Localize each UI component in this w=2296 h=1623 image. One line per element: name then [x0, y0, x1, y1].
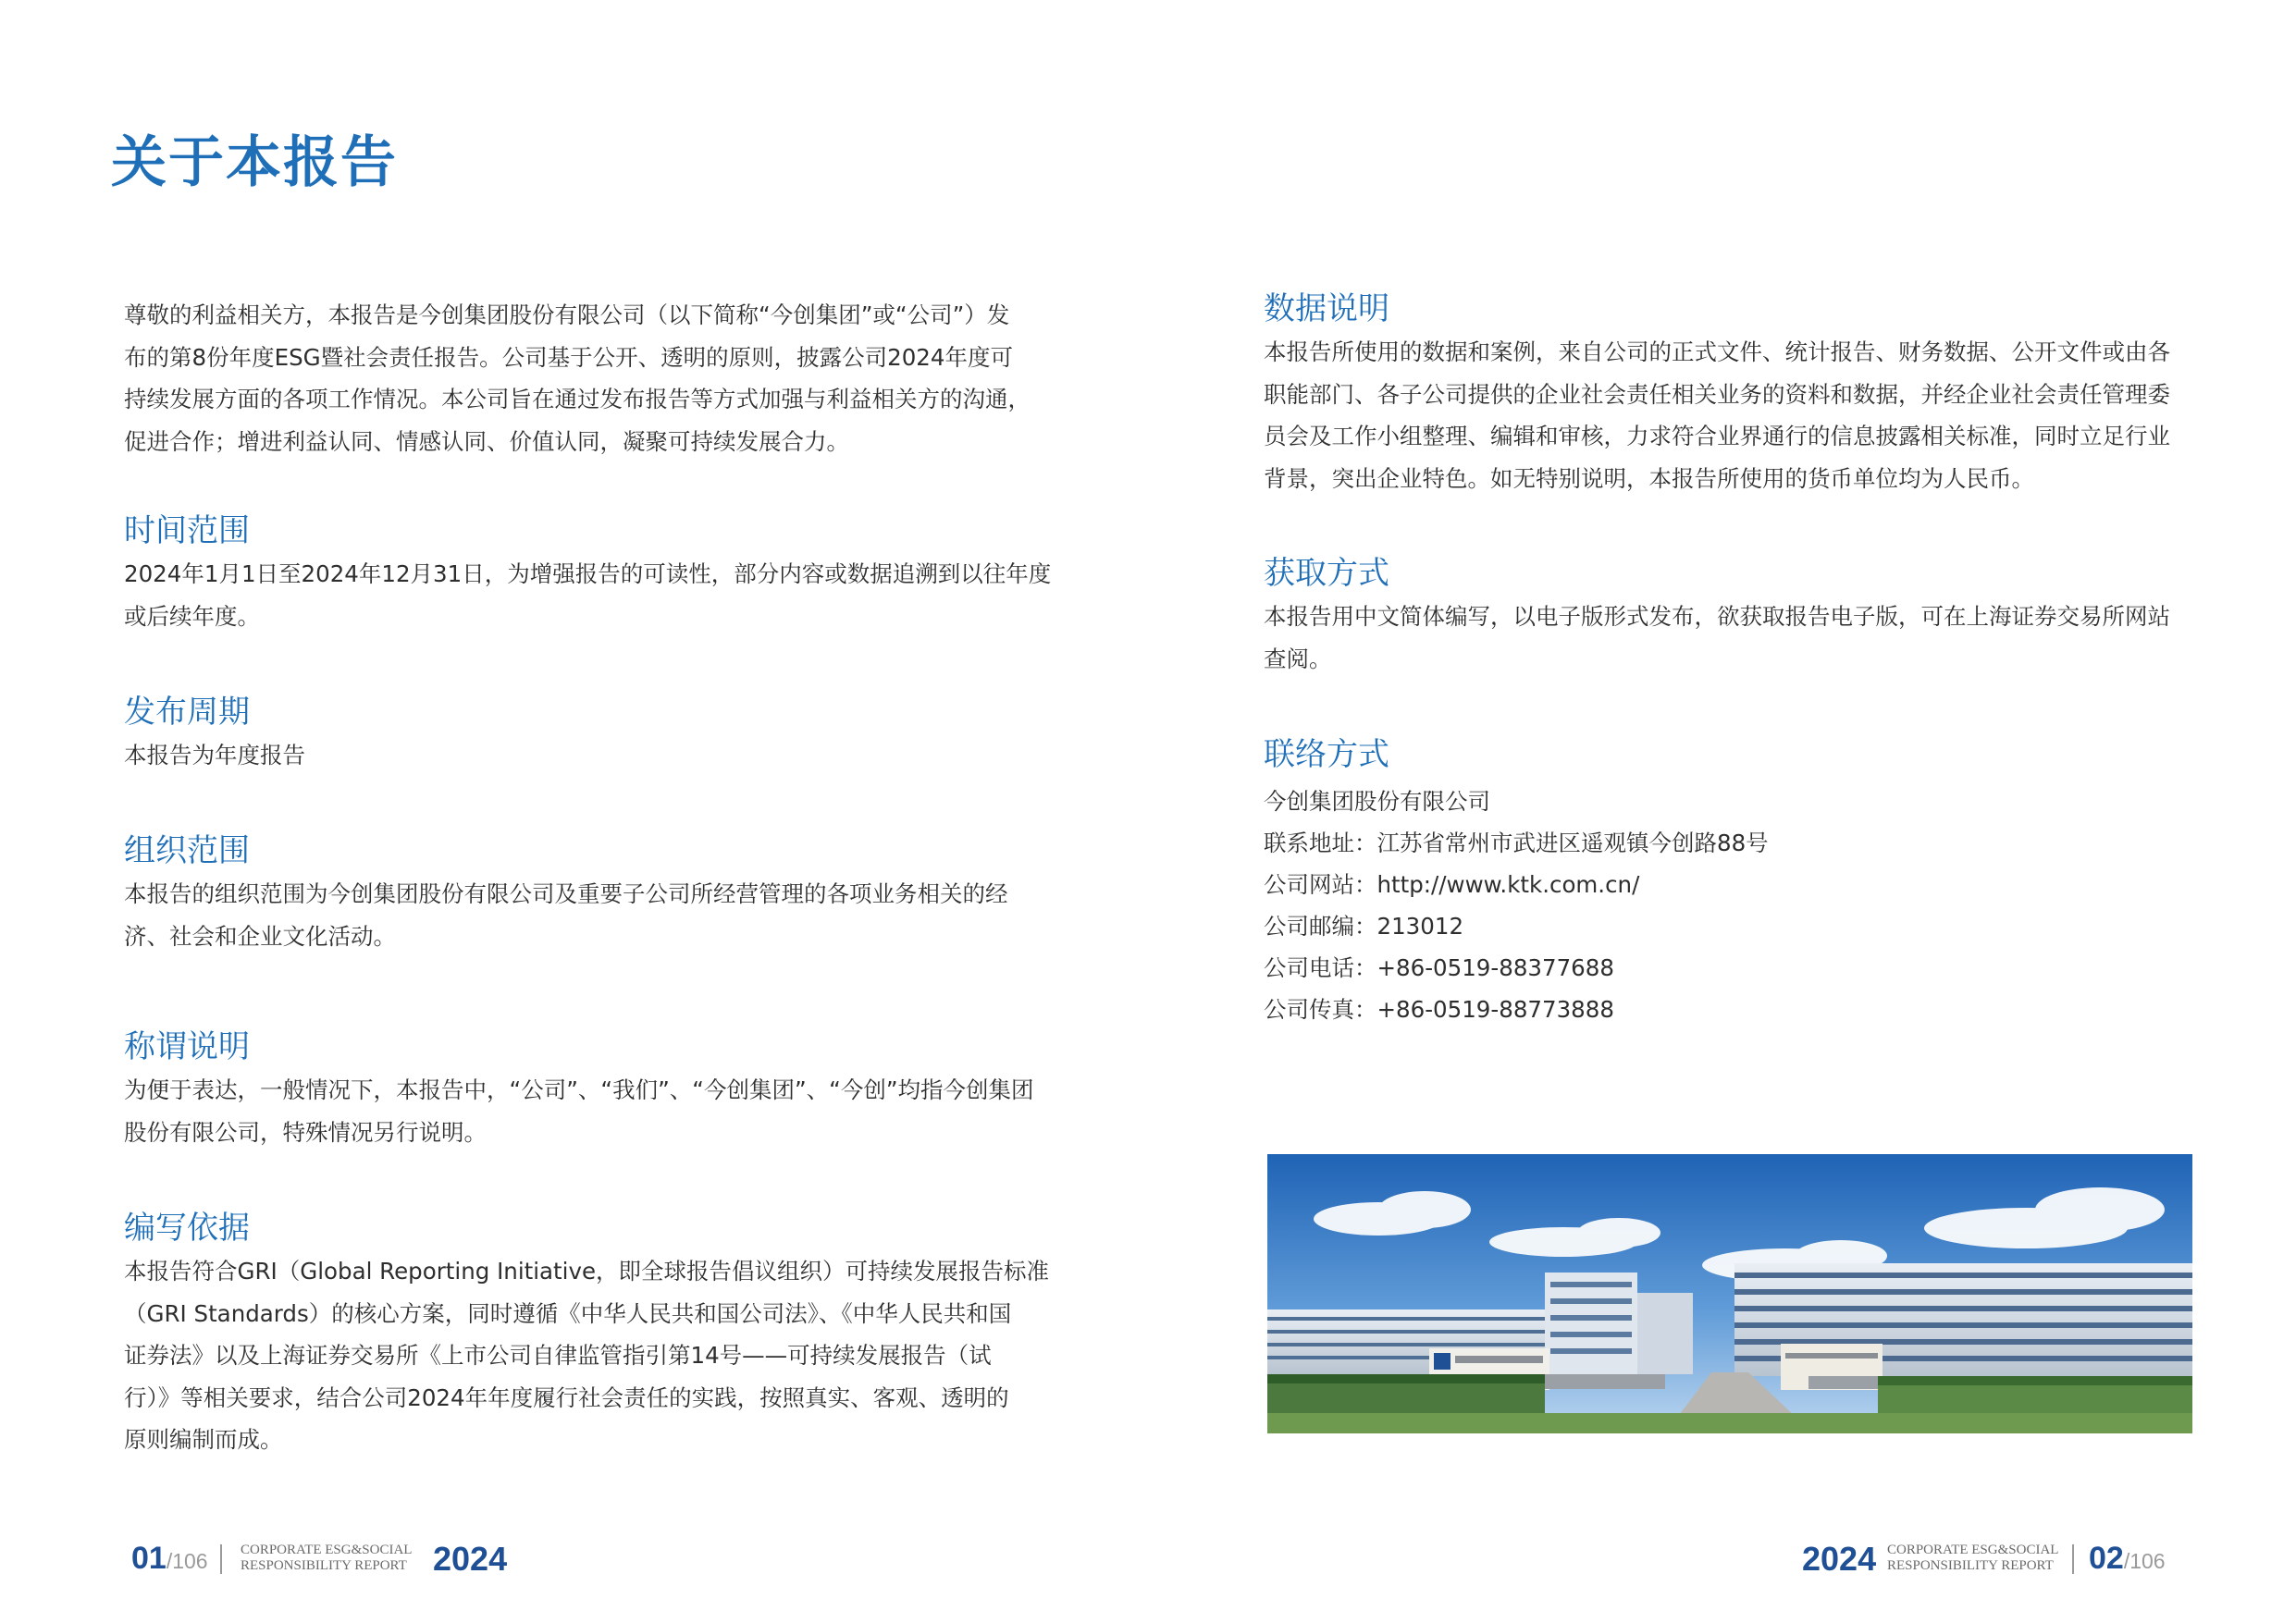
section-body [124, 873, 1049, 957]
contact-label: 公司传真： [1264, 996, 1377, 1023]
section-org-scope [124, 829, 1049, 957]
section-heading: 获取方式 [1264, 555, 1389, 592]
contact-label: 公司电话： [1264, 954, 1377, 981]
section-contact [1264, 732, 2207, 1030]
report-name [1887, 1543, 2058, 1574]
text-line: 原则编制而成。 [124, 1426, 283, 1453]
section-data-notes [1264, 287, 2207, 499]
text-line: 证券法》以及上海证券交易所《上市公司自律监管指引第14号——可持续发展报告（试 [124, 1342, 992, 1369]
text-line: 本报告所使用的数据和案例，来自公司的正式文件、统计报告、财务数据、公开文件或由各 [1264, 338, 2170, 365]
report-name-line2: RESPONSIBILITY REPORT [241, 1558, 407, 1573]
page-total: /106 [2123, 1549, 2166, 1573]
text-line: 促进合作；增进利益认同、情感认同、价值认同，凝聚可持续发展合力。 [124, 427, 849, 455]
contact-value: +86-0519-88773888 [1376, 996, 1614, 1023]
text-line: 2024年1月1日至2024年12月31日，为增强报告的可读性，部分内容或数据追溯到以往年度 [124, 560, 1052, 587]
contact-value: +86-0519-88377688 [1376, 954, 1614, 981]
text-line: 布的第8份年度ESG暨社会责任报告。公司基于公开、透明的原则，披露公司2024年度可 [124, 343, 1013, 371]
contact-label: 公司邮编： [1264, 913, 1377, 940]
contact-postcode [1264, 905, 2207, 947]
contact-address [1264, 822, 2207, 864]
section-heading: 发布周期 [124, 694, 250, 731]
section-release-cycle [124, 690, 1049, 777]
contact-label: 联系地址： [1264, 830, 1377, 856]
section-terms [124, 1025, 1049, 1153]
contact-phone [1264, 947, 2207, 989]
section-heading: 时间范围 [124, 512, 250, 549]
section-body [124, 553, 1052, 637]
report-name-line1: CORPORATE ESG&SOCIAL [1887, 1543, 2059, 1557]
section-body [124, 734, 1049, 777]
report-name-line2: RESPONSIBILITY REPORT [1887, 1558, 2054, 1573]
section-heading: 称谓说明 [124, 1028, 250, 1065]
section-body [124, 1250, 1049, 1461]
section-body [1264, 331, 2207, 499]
section-heading: 编写依据 [124, 1210, 250, 1247]
text-line: 职能部门、各子公司提供的企业社会责任相关业务的资料和数据，并经企业社会责任管理委 [1264, 380, 2170, 408]
section-basis [124, 1206, 1049, 1461]
contact-value: 213012 [1376, 913, 1464, 940]
page-title: 关于本报告 [111, 130, 398, 195]
section-body [124, 1069, 1049, 1153]
footer-divider [2072, 1544, 2074, 1574]
text-line: 本报告为年度报告 [124, 742, 305, 768]
headquarters-photo [1267, 1154, 2192, 1433]
website-link[interactable]: http://www.ktk.com.cn/ [1376, 871, 1640, 898]
contact-website [1264, 864, 2207, 905]
page-number: 01 [131, 1541, 167, 1576]
section-time-range [124, 509, 1052, 637]
text-line: 济、社会和企业文化活动。 [124, 922, 396, 950]
section-heading: 数据说明 [1264, 290, 1389, 327]
text-line: 或后续年度。 [124, 602, 260, 630]
text-line: 查阅。 [1264, 645, 1332, 672]
factory-illustration [1267, 1154, 2192, 1433]
contact-company: 今创集团股份有限公司 [1264, 788, 1490, 815]
page-number-left [131, 1541, 208, 1577]
contact-fax [1264, 989, 2207, 1030]
report-year: 2024 [1802, 1540, 1877, 1578]
contact-value: 江苏省常州市武进区遥观镇今创路88号 [1376, 830, 1769, 856]
contact-label: 公司网站： [1264, 871, 1377, 898]
text-line: 尊敬的利益相关方，本报告是今创集团股份有限公司（以下简称“今创集团”或“公司”）发 [124, 301, 1010, 328]
section-heading: 联络方式 [1264, 736, 1389, 773]
intro-section [124, 294, 1049, 462]
text-line: 持续发展方面的各项工作情况。本公司旨在通过发布报告等方式加强与利益相关方的沟通， [124, 386, 1031, 412]
section-heading: 组织范围 [124, 832, 250, 869]
page-number: 02 [2089, 1541, 2124, 1576]
text-line: （GRI Standards）的核心方案，同时遵循《中华人民共和国公司法》、《中华人民共和国 [124, 1299, 1012, 1327]
footer-divider [220, 1544, 222, 1574]
page-number-right [2089, 1541, 2166, 1577]
report-name-line1: CORPORATE ESG&SOCIAL [241, 1543, 413, 1557]
text-line: 为便于表达，一般情况下，本报告中，“公司”、“我们”、“今创集团”、“今创”均指今创集团 [124, 1076, 1034, 1103]
intro-paragraph [124, 294, 1049, 462]
text-line: 本报告的组织范围为今创集团股份有限公司及重要子公司所经营管理的各项业务相关的经 [124, 880, 1008, 907]
text-line: 员会及工作小组整理、编辑和审核，力求符合业界通行的信息披露相关标准，同时立足行业 [1264, 423, 2170, 449]
text-line: 背景，突出企业特色。如无特别说明，本报告所使用的货币单位均为人民币。 [1264, 464, 2034, 492]
page-total: /106 [166, 1549, 208, 1573]
section-body [1264, 596, 2207, 680]
text-line: 本报告符合GRI（Global Reporting Initiative，即全球报告倡议组织）可持续发展报告标准 [124, 1258, 1050, 1285]
text-line: 本报告用中文简体编写，以电子版形式发布，欲获取报告电子版，可在上海证券交易所网站 [1264, 603, 2170, 630]
text-line: 股份有限公司，特殊情况另行说明。 [124, 1118, 487, 1146]
report-name [241, 1543, 412, 1574]
text-line: 行）》等相关要求，结合公司2024年年度履行社会责任的实践，按照真实、客观、透明的 [124, 1383, 1009, 1411]
section-access [1264, 551, 2207, 680]
report-year: 2024 [433, 1540, 508, 1578]
